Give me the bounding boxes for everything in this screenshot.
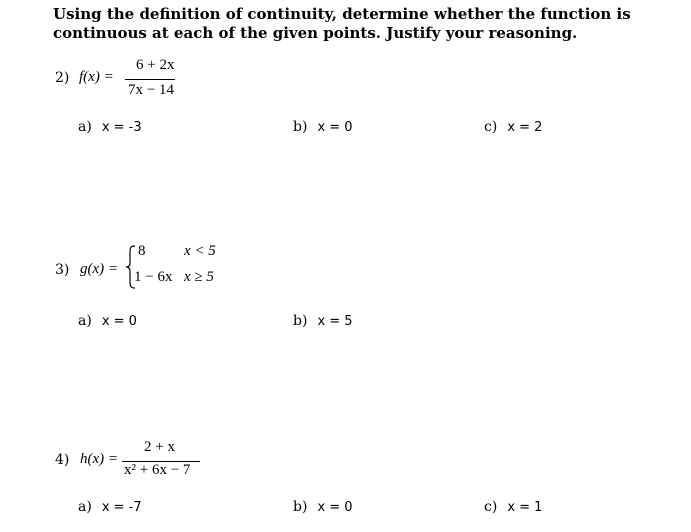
- instructions-line-1: Using the definition of continuity, determine whether the function is: [53, 5, 631, 23]
- case-2-cond: x ≥ 5: [184, 269, 214, 285]
- part-value: x = -3: [101, 120, 142, 135]
- instructions: [53, 5, 673, 43]
- part-a: [78, 499, 142, 515]
- part-label: a): [78, 499, 92, 515]
- fraction-bar: [125, 79, 175, 80]
- part-label: a): [78, 119, 92, 135]
- problem-number: 2): [55, 70, 70, 86]
- part-value: x = 0: [317, 500, 353, 515]
- instructions-line-2: continuous at each of the given points. Justify your reasoning.: [53, 24, 578, 42]
- part-value: x = 1: [507, 500, 543, 515]
- part-value: x = 2: [507, 120, 543, 135]
- part-value: x = 5: [317, 314, 353, 329]
- part-value: x = 0: [101, 314, 137, 329]
- part-value: x = -7: [101, 500, 142, 515]
- problem-number: 4): [55, 452, 70, 468]
- part-b: [293, 499, 353, 515]
- part-b: [293, 119, 353, 135]
- part-label: a): [78, 313, 92, 329]
- part-label: b): [293, 499, 308, 515]
- case-2-expr: 1 − 6x: [134, 269, 173, 285]
- fraction-denominator: 7x − 14: [128, 82, 174, 98]
- fraction-numerator: 2 + x: [144, 439, 175, 455]
- part-b: [293, 313, 353, 329]
- case-1-cond: x < 5: [184, 243, 216, 259]
- part-label: b): [293, 119, 308, 135]
- part-label: c): [484, 119, 498, 135]
- case-1-expr: 8: [138, 243, 146, 259]
- part-label: b): [293, 313, 308, 329]
- function-lhs: g(x) =: [80, 261, 119, 277]
- part-a: [78, 119, 142, 135]
- function-lhs: f(x) =: [79, 69, 114, 85]
- part-value: x = 0: [317, 120, 353, 135]
- problem-number: 3): [55, 262, 70, 278]
- function-lhs: h(x) =: [80, 451, 119, 467]
- part-c: [484, 119, 542, 135]
- part-a: [78, 313, 137, 329]
- part-label: c): [484, 499, 498, 515]
- fraction-numerator: 6 + 2x: [136, 57, 175, 73]
- fraction-denominator: x² + 6x − 7: [124, 462, 191, 478]
- part-c: [484, 499, 542, 515]
